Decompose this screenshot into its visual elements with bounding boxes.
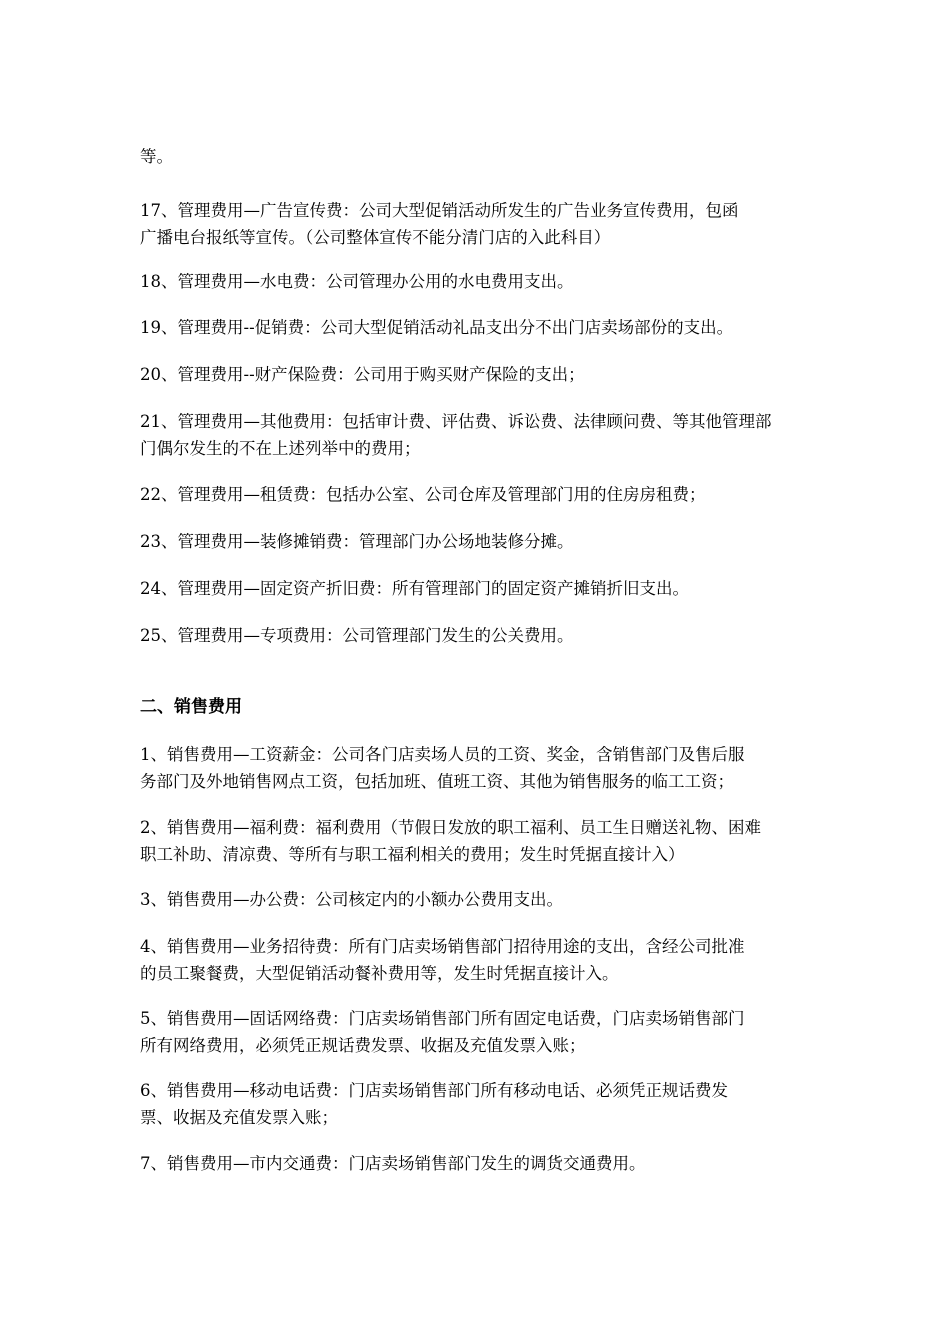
- paragraph-admin-19: [140, 314, 830, 341]
- paragraph-admin-23: [140, 528, 830, 555]
- paragraph-admin-18: [140, 268, 830, 295]
- paragraph-sales-7: [140, 1150, 830, 1177]
- text-line: 17、管理费用—广告宣传费：公司大型促销活动所发生的广告业务宣传费用，包函: [140, 201, 739, 220]
- text-line: 18、管理费用—水电费：公司管理办公用的水电费用支出。: [140, 272, 574, 291]
- paragraph-sales-4: [140, 933, 830, 987]
- text-line: 21、管理费用—其他费用：包括审计费、评估费、诉讼费、法律顾问费、等其他管理部: [140, 412, 772, 431]
- text-line: 23、管理费用—装修摊销费：管理部门办公场地装修分摊。: [140, 532, 574, 551]
- text-line: 的员工聚餐费，大型促销活动餐补费用等，发生时凭据直接计入。: [140, 964, 619, 983]
- section-heading: 二、销售费用: [140, 697, 242, 717]
- text-line: 2、销售费用—福利费：福利费用（节假日发放的职工福利、员工生日赠送礼物、困难: [140, 818, 761, 837]
- text-line: 广播电台报纸等宣传。（公司整体宣传不能分清门店的入此科目）: [140, 228, 611, 247]
- text-line: 等。: [140, 147, 173, 166]
- text-line: 7、销售费用—市内交通费：门店卖场销售部门发生的调货交通费用。: [140, 1154, 646, 1173]
- text-line: 24、管理费用—固定资产折旧费：所有管理部门的固定资产摊销折旧支出。: [140, 579, 689, 598]
- text-line: 票、收据及充值发票入账；: [140, 1108, 338, 1127]
- paragraph-admin-20: [140, 361, 830, 388]
- text-line: 4、销售费用—业务招待费：所有门店卖场销售部门招待用途的支出，含经公司批准: [140, 937, 745, 956]
- text-line: 22、管理费用—租赁费：包括办公室、公司仓库及管理部门用的住房房租费；: [140, 485, 706, 504]
- text-line: 20、管理费用--财产保险费：公司用于购买财产保险的支出；: [140, 365, 585, 384]
- text-line: 6、销售费用—移动电话费：门店卖场销售部门所有移动电话、必须凭正规话费发: [140, 1081, 728, 1100]
- paragraph-admin-17: [140, 197, 830, 251]
- paragraph-sales-2: [140, 814, 830, 868]
- text-line: 务部门及外地销售网点工资，包括加班、值班工资、其他为销售服务的临工工资；: [140, 772, 734, 791]
- paragraph-sales-5: [140, 1005, 830, 1059]
- text-line: 1、销售费用—工资薪金：公司各门店卖场人员的工资、奖金，含销售部门及售后服: [140, 745, 745, 764]
- text-line: 5、销售费用—固话网络费：门店卖场销售部门所有固定电话费，门店卖场销售部门: [140, 1009, 745, 1028]
- text-line: 门偶尔发生的不在上述列举中的费用；: [140, 439, 421, 458]
- paragraph-admin-25: [140, 622, 830, 649]
- text-line: 所有网络费用，必须凭正规话费发票、收据及充值发票入账；: [140, 1036, 586, 1055]
- paragraph-admin-24: [140, 575, 830, 602]
- text-line: 25、管理费用—专项费用：公司管理部门发生的公关费用。: [140, 626, 574, 645]
- text-line: 3、销售费用—办公费：公司核定内的小额办公费用支出。: [140, 890, 563, 909]
- paragraph-sales-3: [140, 886, 830, 913]
- text-line: 19、管理费用--促销费：公司大型促销活动礼品支出分不出门店卖场部份的支出。: [140, 318, 734, 337]
- paragraph-continuation: [140, 143, 830, 170]
- paragraph-admin-21: [140, 408, 830, 462]
- paragraph-sales-1: [140, 741, 830, 795]
- text-line: 职工补助、清凉费、等所有与职工福利相关的费用；发生时凭据直接计入）: [140, 845, 685, 864]
- paragraph-admin-22: [140, 481, 830, 508]
- paragraph-sales-6: [140, 1077, 830, 1131]
